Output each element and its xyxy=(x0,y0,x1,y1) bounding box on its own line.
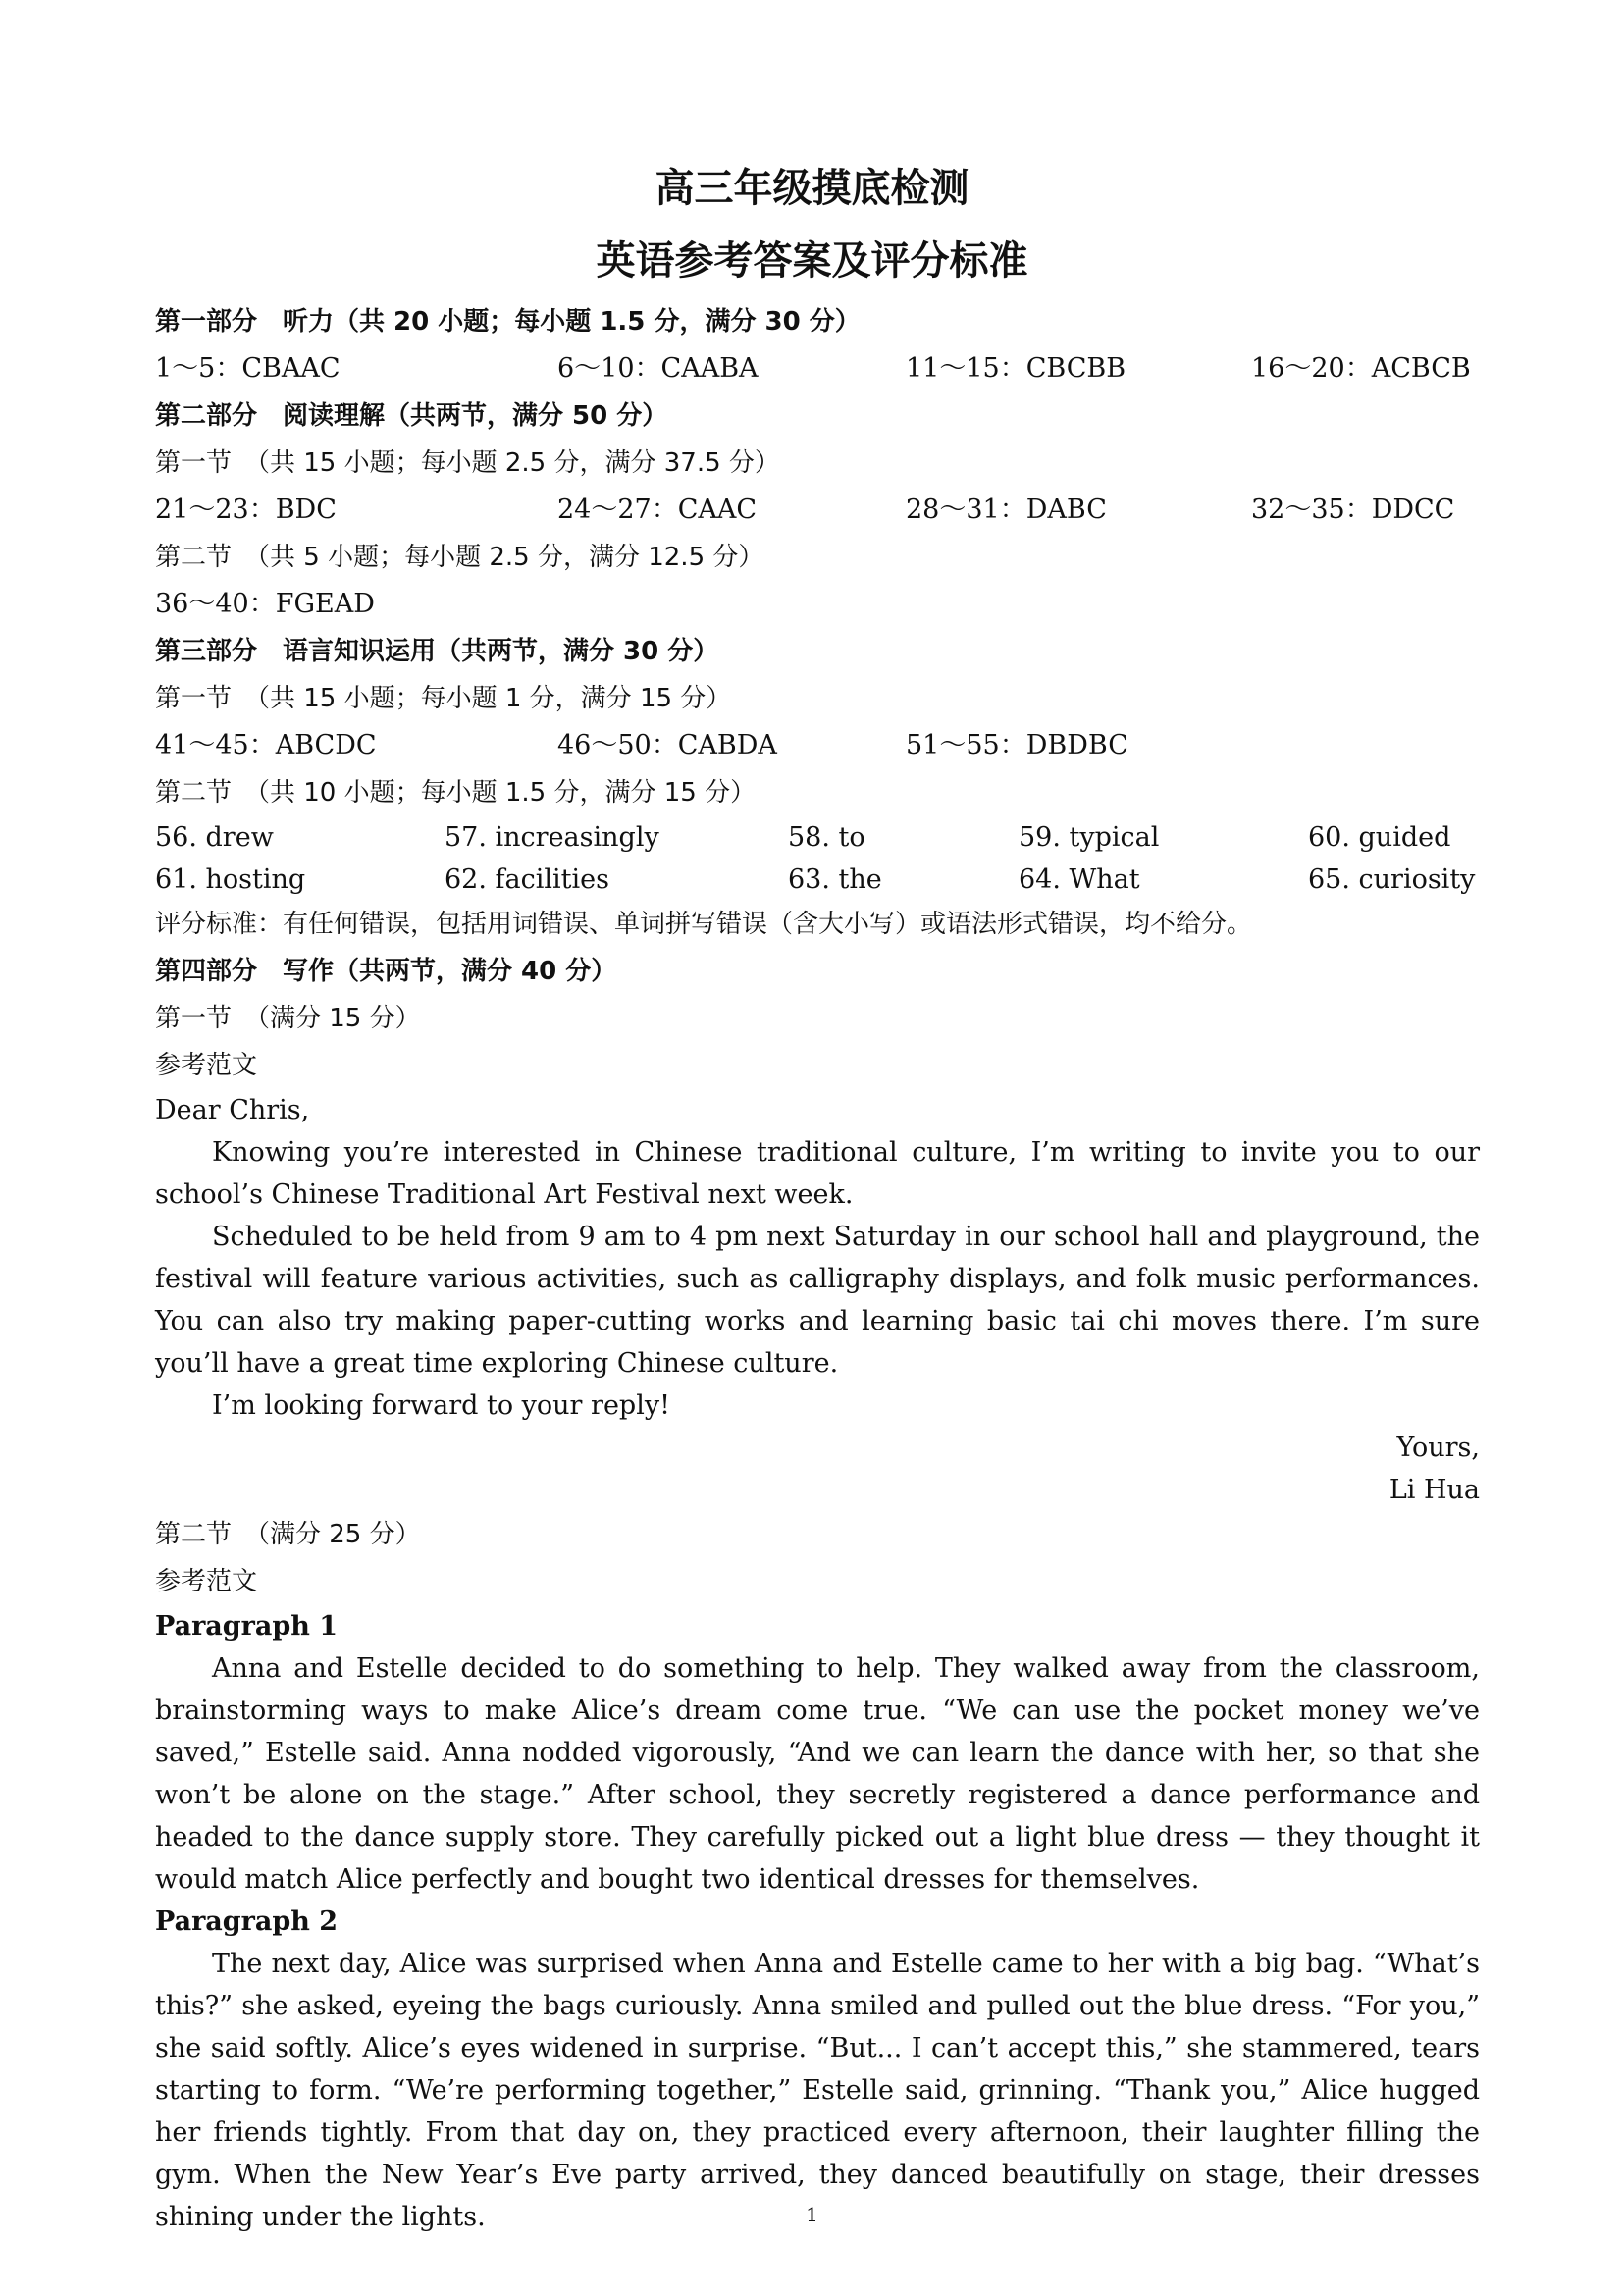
answer-group: 21～23：BDC xyxy=(155,495,337,525)
part3-section1-heading: 第一节 （共 15 小题；每小题 1 分，满分 15 分） xyxy=(155,684,732,713)
part4-section2-heading: 第二节 （满分 25 分） xyxy=(155,1520,421,1549)
scoring-criteria: 评分标准：有任何错误，包括用词错误、单词拼写错误（含大小写）或语法形式错误，均不给分。 xyxy=(155,910,1253,939)
cloze-answer: 60. guided xyxy=(1308,822,1451,853)
sample-essay-label: 参考范文 xyxy=(155,1051,258,1080)
letter-paragraph: I’m looking forward to your reply! xyxy=(212,1390,670,1421)
letter-greeting: Dear Chris, xyxy=(155,1095,310,1125)
answer-group: 6～10：CAABA xyxy=(557,353,759,384)
cloze-answer: 65. curiosity xyxy=(1308,864,1476,895)
part4-section1-heading: 第一节 （满分 15 分） xyxy=(155,1004,421,1033)
story-paragraph-1: Anna and Estelle decided to do something to help. They walked away from the classroom, brainstorming ways to make Alice’s dream come true. “We can use the pocket money we’ve saved,” Estelle said. Anna nodded vigorously, “And we can learn the dance with her, so that she won’t be alone on the stage.” After school, they secretly registered a dance performance and headed to the dance supply store. They carefully picked out a light blue dress — they thought it would match Alice perfectly and bought two identical dresses for themselves. xyxy=(155,1653,1480,1895)
cloze-answer: 59. typical xyxy=(1019,822,1160,853)
cloze-answers-row1 xyxy=(155,816,1480,859)
part2-section2-heading: 第二节 （共 5 小题；每小题 2.5 分，满分 12.5 分） xyxy=(155,543,764,572)
answer-group: 11～15：CBCBB xyxy=(906,353,1126,384)
letter-paragraph: Scheduled to be held from 9 am to 4 pm next Saturday in our school hall and playground, the festival will feature various activities, such as calligraphy displays, and folk music performances. You can also try making paper-cutting works and learning basic tai chi moves there. I’m sure you’ll have a great time exploring Chinese culture. xyxy=(155,1222,1480,1379)
part2-heading: 第二部分 阅读理解（共两节，满分 50 分） xyxy=(155,401,668,431)
answer-group: 24～27：CAAC xyxy=(557,495,758,525)
answer-group: 28～31：DABC xyxy=(906,495,1107,525)
sample-essay-label: 参考范文 xyxy=(155,1567,258,1596)
closing-text: Yours, xyxy=(1396,1433,1480,1463)
cloze-answer: 61. hosting xyxy=(155,864,306,895)
part1-answers xyxy=(155,345,1480,392)
answer-group: 51～55：DBDBC xyxy=(906,730,1128,760)
letter-closing xyxy=(155,1427,1480,1511)
cloze-answer: 57. increasingly xyxy=(445,822,659,853)
part1-heading: 第一部分 听力（共 20 小题；每小题 1.5 分，满分 30 分） xyxy=(155,307,861,337)
answer-group: 1～5：CBAAC xyxy=(155,353,341,384)
part3-section1-answers xyxy=(155,722,1480,769)
part2-section1-answers xyxy=(155,487,1480,534)
cloze-answer: 64. What xyxy=(1019,864,1140,895)
answer-group: 41～45：ABCDC xyxy=(155,730,377,760)
letter-paragraph: Knowing you’re interested in Chinese traditional culture, I’m writing to invite you to our school’s Chinese Traditional Art Festival next week. xyxy=(155,1137,1480,1210)
cloze-answer: 58. to xyxy=(788,822,865,853)
part2-section1-heading: 第一节 （共 15 小题；每小题 2.5 分，满分 37.5 分） xyxy=(155,448,780,478)
part2-section2-answer: 36～40：FGEAD xyxy=(155,589,375,619)
paragraph1-heading: Paragraph 1 xyxy=(155,1611,339,1642)
part3-heading: 第三部分 语言知识运用（共两节，满分 30 分） xyxy=(155,637,719,666)
answer-group: 32～35：DDCC xyxy=(1251,495,1455,525)
cloze-answer: 56. drew xyxy=(155,822,274,853)
cloze-answer: 62. facilities xyxy=(445,864,609,895)
answer-key-title: 英语参考答案及评分标准 xyxy=(596,238,1028,284)
page-number: 1 xyxy=(806,2203,818,2226)
answer-group: 16～20：ACBCB xyxy=(1251,353,1471,384)
cloze-answer: 63. the xyxy=(788,864,882,895)
signature-text: Li Hua xyxy=(1388,1475,1480,1505)
part3-section2-heading: 第二节 （共 10 小题；每小题 1.5 分，满分 15 分） xyxy=(155,778,757,808)
story-paragraph-2: The next day, Alice was surprised when Anna and Estelle came to her with a big bag. “What’s this?” she asked, eyeing the bags curiously. Anna smiled and pulled out the blue dress. “For you,” she said softly. Alice’s eyes widened in surprise. “But... I can’t accept this,” she stammered, tears starting to form. “We’re performing together,” Estelle said, grinning. “Thank you,” Alice hugged her friends tightly. From that day on, they practiced every afternoon, their laughter filling the gym. When the New Year’s Eve party arrived, they danced beautifully on stage, their dresses shining under the lights. xyxy=(155,1949,1480,2232)
part4-heading: 第四部分 写作（共两节，满分 40 分） xyxy=(155,957,617,986)
paragraph2-heading: Paragraph 2 xyxy=(155,1906,339,1937)
cloze-answers-row2 xyxy=(155,859,1480,901)
answer-content xyxy=(155,298,1480,2238)
exam-title: 高三年级摸底检测 xyxy=(655,166,969,211)
answer-group: 46～50：CABDA xyxy=(557,730,777,760)
